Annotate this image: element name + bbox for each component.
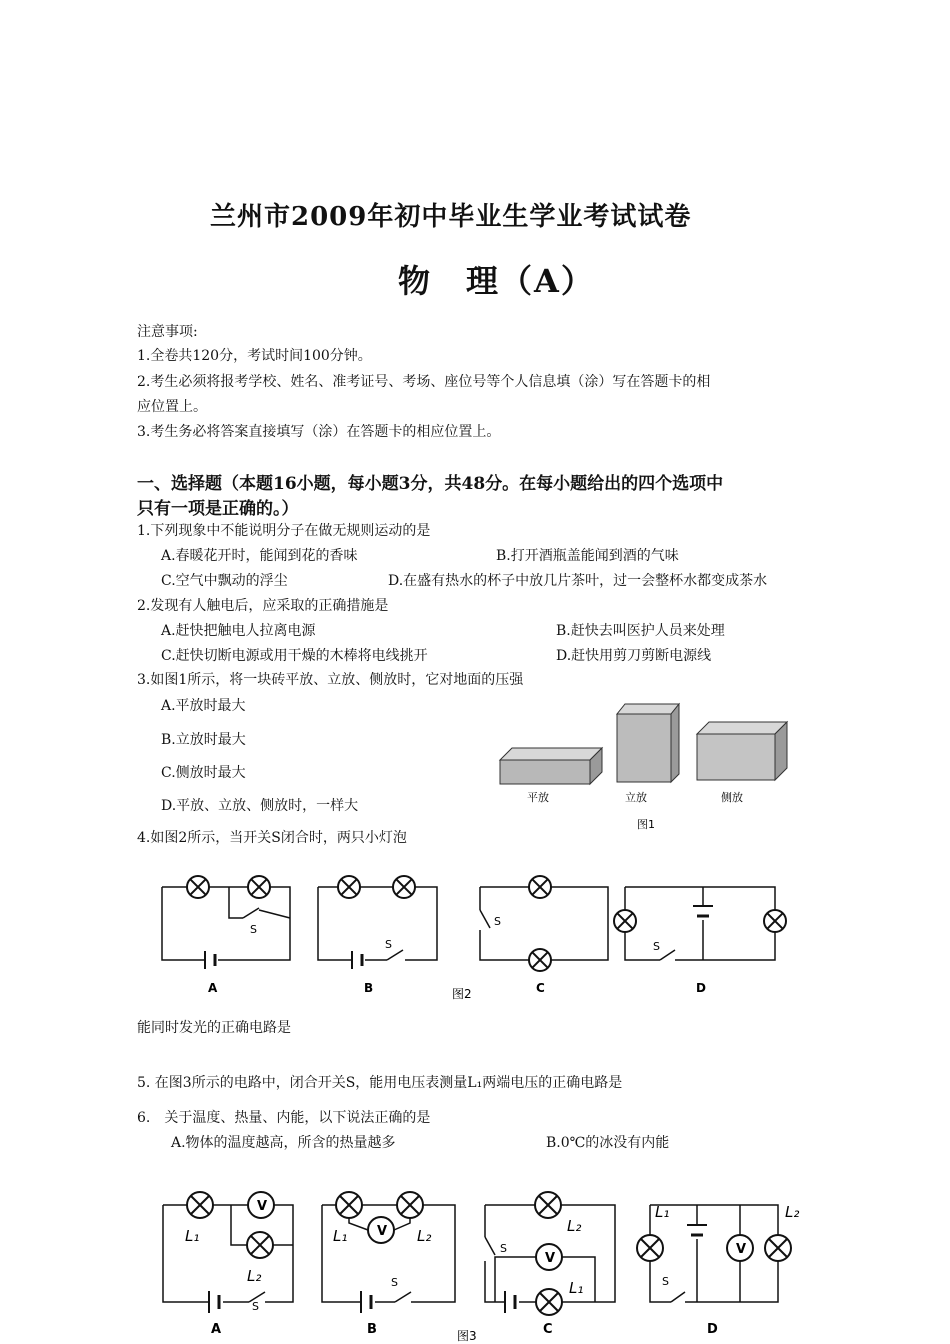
brick-upright: [617, 704, 679, 782]
fig3a-switch-label: S: [252, 1300, 259, 1313]
q1-option-d: D.在盛有热水的杯子中放几片茶叶，过一会整杯水都变成茶水: [388, 573, 768, 589]
fig1-label-upright: 立放: [625, 791, 647, 804]
fig3c-voltmeter: V: [545, 1251, 556, 1266]
q3-option-c: C.侧放时最大: [161, 765, 246, 781]
brick-flat: [500, 748, 602, 784]
notice-item-2b: 应位置上。: [137, 399, 207, 415]
q3-option-d: D.平放、立放、侧放时，一样大: [161, 798, 359, 814]
fig2-label-a: A: [208, 981, 218, 995]
figure-3-circuits: [155, 1185, 805, 1344]
q6-option-b: B.0℃的冰没有内能: [546, 1135, 670, 1151]
fig3d-voltmeter: V: [736, 1242, 747, 1257]
fig1-label-flat: 平放: [527, 791, 549, 804]
fig1-caption: 图1: [637, 818, 655, 831]
fig3d-switch-label: S: [662, 1275, 669, 1288]
circuit-3a: [163, 1205, 293, 1313]
section-heading-line1: 一、选择题（本题16小题，每小题3分，共48分。在每小题给出的四个选项中: [137, 474, 724, 494]
circuit-2d: [625, 887, 775, 960]
notice-heading: 注意事项:: [137, 324, 198, 340]
fig2-caption: 图2: [452, 987, 472, 1001]
q1-option-b: B.打开酒瓶盖能闻到酒的气味: [496, 548, 679, 564]
fig3a-voltmeter: V: [257, 1199, 268, 1214]
brick-side: [697, 722, 787, 780]
q2-option-a: A.赶快把触电人拉离电源: [161, 623, 316, 639]
fig3c-l1: L₁: [569, 1279, 584, 1297]
notice-item-1: 1.全卷共120分，考试时间100分钟。: [137, 348, 372, 364]
fig3-label-a: A: [211, 1322, 222, 1337]
subject-title: 物 理（A）: [398, 262, 595, 300]
fig3-caption: 图3: [457, 1329, 477, 1343]
fig2b-switch-label: S: [385, 938, 392, 951]
q4-stem: 4.如图2所示，当开关S闭合时，两只小灯泡: [137, 830, 407, 846]
q5-stem: 5. 在图3所示的电路中，闭合开关S，能用电压表测量L₁两端电压的正确电路是: [137, 1075, 623, 1091]
q3-stem: 3.如图1所示，将一块砖平放、立放、侧放时，它对地面的压强: [137, 672, 524, 688]
fig3a-l1: L₁: [185, 1227, 200, 1245]
fig2-label-b: B: [364, 981, 374, 995]
fig3-label-d: D: [707, 1322, 718, 1337]
q1-stem: 1.下列现象中不能说明分子在做无规则运动的是: [137, 523, 431, 539]
circuit-2a: [162, 887, 290, 969]
fig1-label-side: 侧放: [721, 791, 743, 804]
q6-stem: 6. 关于温度、热量、内能，以下说法正确的是: [137, 1110, 431, 1126]
section-heading-line2: 只有一项是正确的。）: [137, 499, 299, 519]
fig3b-voltmeter: V: [377, 1224, 388, 1239]
fig2-label-d: D: [696, 981, 706, 995]
fig3c-l2: L₂: [567, 1217, 582, 1235]
fig3c-switch-label: S: [500, 1242, 507, 1255]
q2-stem: 2.发现有人触电后，应采取的正确措施是: [137, 598, 389, 614]
q2-option-d: D.赶快用剪刀剪断电源线: [556, 648, 712, 664]
fig3a-l2: L₂: [247, 1267, 262, 1285]
q1-option-a: A.春暖花开时，能闻到花的香味: [161, 548, 358, 564]
circuit-2b: [318, 887, 437, 969]
q3-option-b: B.立放时最大: [161, 732, 246, 748]
fig3b-switch-label: S: [391, 1276, 398, 1289]
fig2d-switch-label: S: [653, 940, 660, 953]
q6-option-a: A.物体的温度越高，所含的热量越多: [171, 1135, 396, 1151]
fig2c-switch-label: S: [494, 915, 501, 928]
fig3d-l2: L₂: [785, 1203, 800, 1221]
q3-option-a: A.平放时最大: [161, 698, 246, 714]
q1-option-c: C.空气中飘动的浮尘: [161, 573, 288, 589]
q2-option-c: C.赶快切断电源或用干燥的木棒将电线挑开: [161, 648, 428, 664]
figure-1-bricks: [495, 700, 800, 830]
fig2-label-c: C: [536, 981, 545, 995]
fig3d-l1: L₁: [655, 1203, 670, 1221]
q2-option-b: B.赶快去叫医护人员来处理: [556, 623, 725, 639]
notice-item-2a: 2.考生必须将报考学校、姓名、准考证号、考场、座位号等个人信息填（涂）写在答题卡的相: [137, 374, 711, 390]
exam-title: 兰州市2009年初中毕业生学业考试试卷: [210, 202, 692, 232]
fig3-label-c: C: [543, 1322, 553, 1337]
q4-tail: 能同时发光的正确电路是: [137, 1020, 291, 1036]
fig3-label-b: B: [367, 1322, 377, 1337]
fig3b-l2: L₂: [417, 1227, 432, 1245]
notice-item-3: 3.考生务必将答案直接填写（涂）在答题卡的相应位置上。: [137, 424, 501, 440]
fig2a-switch-label: S: [250, 923, 257, 936]
figure-2-circuits: [155, 870, 795, 1000]
fig3b-l1: L₁: [333, 1227, 348, 1245]
